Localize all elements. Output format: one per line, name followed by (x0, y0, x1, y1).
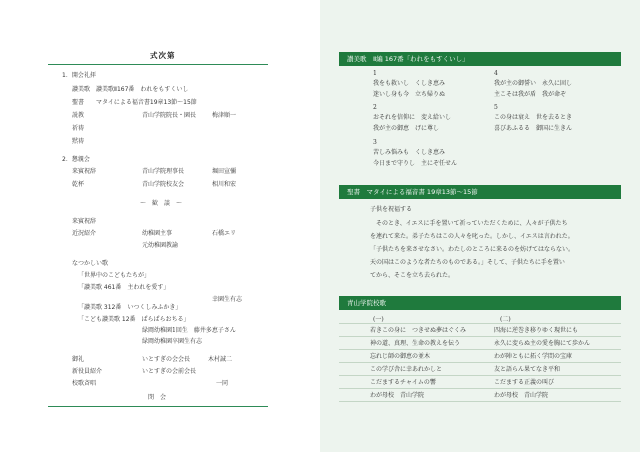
verse-line: 苦しみ悩みも くしき恵み (373, 149, 446, 156)
order-item-thanks: 御礼 (72, 356, 85, 363)
verse-line: 今日まで守りし 主にぞ任せん (373, 160, 458, 167)
order-item-sermon: 説教 (72, 112, 85, 119)
scripture-line: てから、そこを立ち去られた。 (370, 272, 455, 279)
lyric-line: わが母校 青山学院 (494, 392, 549, 399)
thanks-role: いとすぎの会会長 (142, 356, 191, 363)
order-item-toast: 乾杯 (72, 181, 85, 188)
toast-role: 青山学院校友会 (142, 181, 185, 188)
verse-line: 迷いし身も今 立ち帰りぬ (373, 91, 446, 98)
song-item: 「こども讃美歌 12番 ぱらぱらおちる」 (78, 316, 190, 323)
lyric-line: こだまするチャイムの響 (370, 379, 436, 386)
order-item-school-song: 校歌斉唱 (72, 380, 97, 387)
order-item-guest-speech-2: 来賓祝辞 (72, 218, 97, 225)
verse-line: この身は衰え 世を去るとき (494, 114, 573, 121)
scripture-line: を連れて来た。弟子たちはこの人々を叱った。しかし、イエスは言われた。 (370, 233, 574, 240)
hymn-heading: 讃美歌 Ⅱ編 167番「われをもすくいし」 (347, 55, 469, 63)
lyric-line: この学び舎に幸あれかしと (370, 366, 443, 373)
update-name-1: 石橋エリ (212, 230, 237, 237)
section1-heading: 1．開会礼拝 (62, 72, 96, 79)
verse-number: 5 (494, 104, 498, 111)
scripture-line: 天の国はこのような者たちのものである。」そして、子供たちに手を置い (370, 259, 565, 266)
guest-speech-role: 青山学院理事長 (142, 168, 185, 175)
verse-number: 4 (494, 70, 498, 77)
order-item-scripture: 聖書 マタイによる福音書19章13節〜15節 (72, 99, 197, 106)
program-title: 式次第 (150, 51, 176, 60)
order-item-hymn: 讃美歌 讃美歌Ⅱ167番 われをもすくいし (72, 86, 189, 93)
new-officers-role: いとすぎの会前会長 (142, 368, 197, 375)
row-divider (339, 375, 621, 376)
lyric-line: 忘れじ師の御恵の並木 (370, 353, 431, 360)
verse-line: 主こそは我が盾 我が命ぞ (494, 91, 567, 98)
lyric-line: わが母校 青山学院 (370, 392, 425, 399)
row-divider (339, 362, 621, 363)
song-item: 「世界中のこどもたちが」 (78, 272, 151, 279)
sermon-role: 青山学院院長・園長 (142, 112, 197, 119)
sermon-name: 梅津順一 (212, 112, 237, 119)
order-item-silent-prayer: 黙祷 (72, 138, 85, 145)
guest-speech-name: 堀田宣彌 (212, 168, 237, 175)
lyric-line: わが陣ともに拓く学問の宝庫 (494, 353, 573, 360)
verse-number: 2 (373, 104, 377, 111)
school-song-banner (339, 296, 621, 310)
school-song-performer: 一同 (216, 380, 229, 387)
stanza-title: (二) (500, 316, 511, 323)
update-role-2: 元幼稚園教諭 (142, 242, 179, 249)
verse-line: 我が主の御恵 げに尊し (373, 125, 440, 132)
verse-line: 喜びあふるる 御国に生きん (494, 125, 573, 132)
thanks-name: 木村誠二 (208, 356, 233, 363)
hymn-banner (339, 52, 621, 66)
scripture-banner (339, 185, 621, 199)
closing-label: 閉 会 (148, 394, 167, 401)
lyric-line: 神の道、真理、生命の教えを伝う (370, 340, 461, 347)
toast-name: 相川和宏 (212, 181, 237, 188)
title-rule (48, 64, 268, 65)
song-note: 緑岡幼稚園卒園生有志 (142, 338, 203, 345)
row-divider (339, 401, 621, 402)
lyric-line: 若きこの身に つきせぬ夢はぐくみ (370, 327, 467, 334)
verse-line: 我が主の御誓い 永久に固し (494, 80, 573, 87)
order-item-new-officers: 新役員紹介 (72, 368, 103, 375)
order-item-prayer: 祈祷 (72, 125, 85, 132)
lyric-line: 四海に逆巻き移りゆく現世にも (494, 327, 579, 334)
bottom-rule (48, 406, 268, 407)
verse-number: 1 (373, 70, 377, 77)
lyric-line: 友と語らん果てなき平和 (494, 366, 561, 373)
song-item: 「讃美歌 461番 主われを愛す」 (78, 284, 170, 291)
song-note: 緑岡幼稚園1回生 藤井多恵子さん (142, 327, 236, 334)
update-role-1: 幼稚園主事 (142, 230, 173, 237)
kandan-label: 〜 歓 談 〜 (140, 200, 183, 207)
scripture-heading: 聖書 マタイによる福音書 19章13節〜15節 (347, 188, 478, 196)
section2-heading: 2．懇親会 (62, 156, 90, 163)
row-divider (339, 336, 621, 337)
row-divider (339, 323, 621, 324)
song-note: 幸園生有志 (212, 296, 243, 303)
school-song-heading: 青山学院校歌 (347, 299, 386, 307)
verse-number: 3 (373, 139, 377, 146)
lyric-line: こだまする正義の叫び (494, 379, 555, 386)
scripture-line: そのとき、イエスに手を置いて祈っていただくために、人々が子供たち (376, 220, 568, 227)
song-item: 「讃美歌 312番 いつくしみふかき」 (78, 304, 182, 311)
order-item-update: 近況紹介 (72, 230, 97, 237)
row-divider (339, 388, 621, 389)
order-item-guest-speech: 来賓祝辞 (72, 168, 97, 175)
row-divider (339, 349, 621, 350)
verse-line: 我をも救いし くしき恵み (373, 80, 446, 87)
scripture-subheading: 子供を祝福する (370, 206, 413, 213)
verse-line: おそれを信仰に 変え給いし (373, 114, 452, 121)
stanza-title: (一) (373, 316, 384, 323)
lyric-line: 永久に変らぬ主の愛を胸にて歩かん (494, 340, 591, 347)
songs-heading: なつかしい歌 (72, 260, 109, 267)
scripture-line: 「子供たちを来させなさい。わたしのところに来るのを妨げてはならない。 (370, 246, 575, 253)
